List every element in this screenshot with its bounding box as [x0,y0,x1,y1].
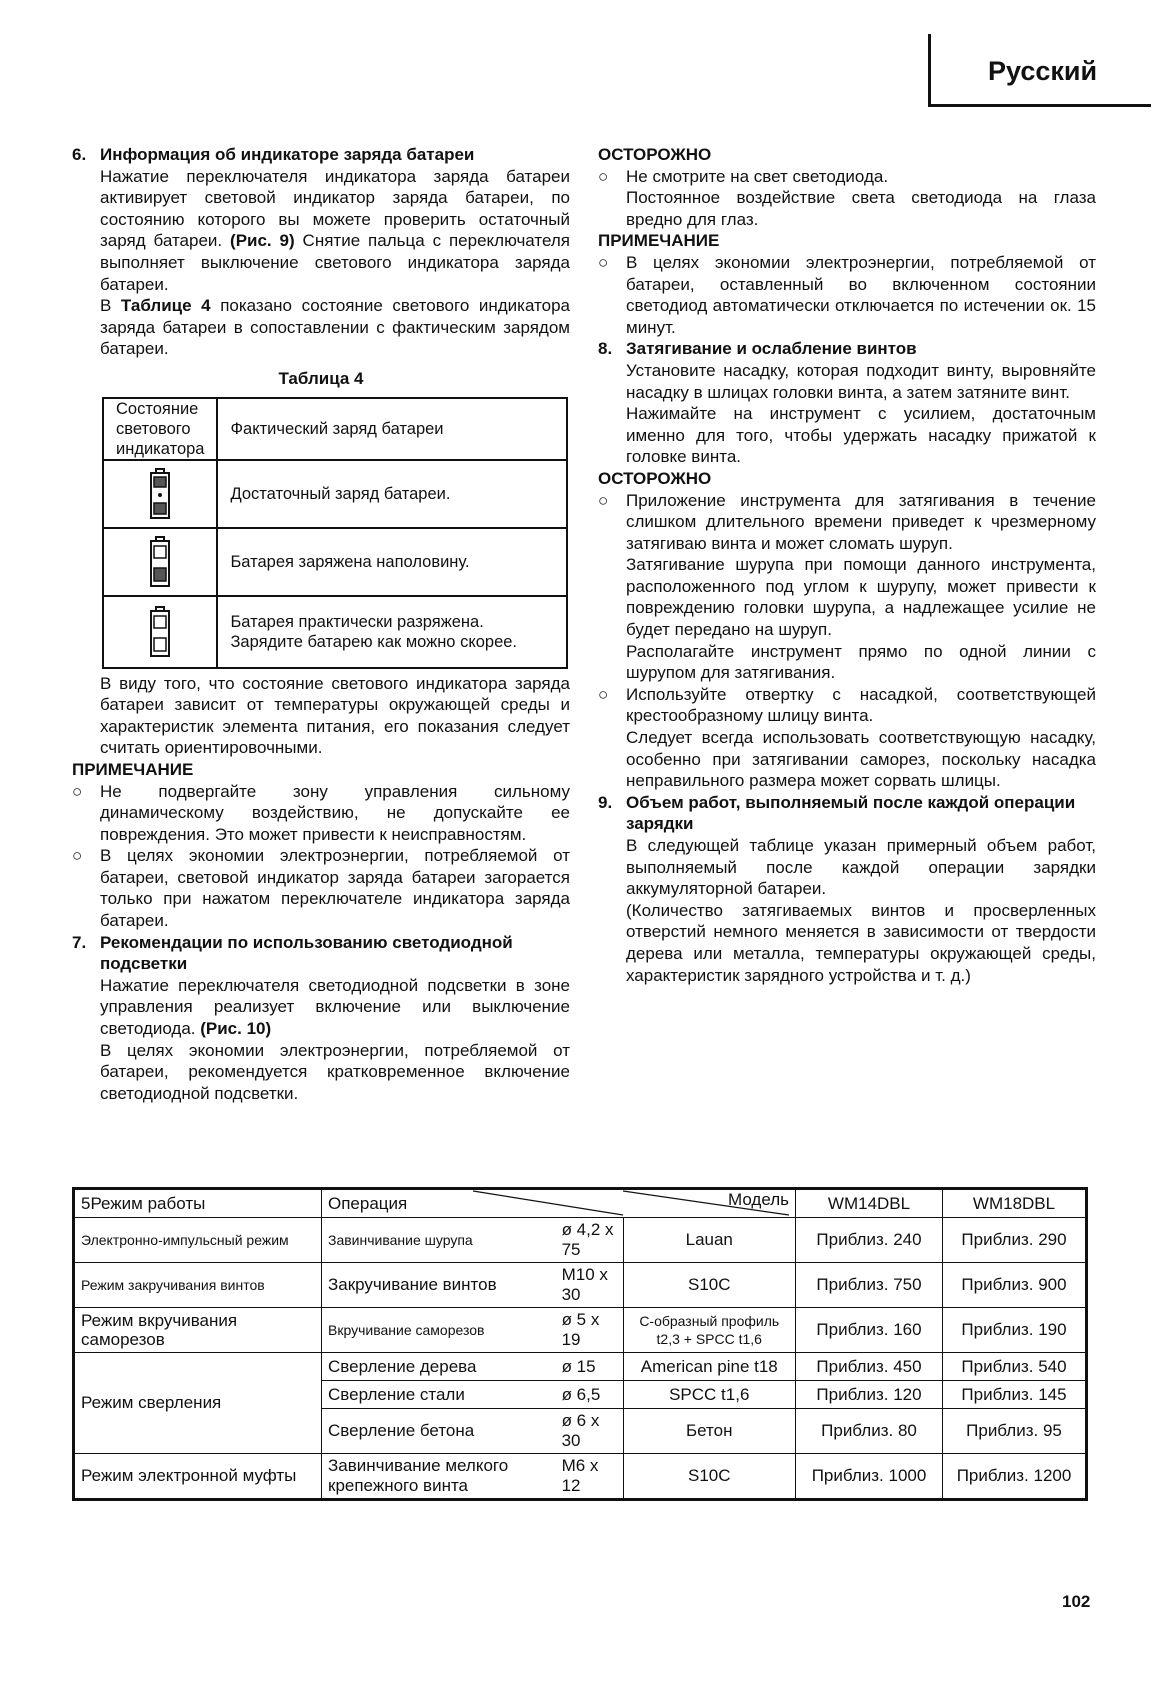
section-number: 6. [72,145,87,164]
caution-title: ОСТОРОЖНО [598,145,712,164]
icon-cell [103,596,217,668]
table-row: Режим закручивания винтов Закручивание винтов M10 x 30 S10C Приблиз. 750 Приблиз. 900 [74,1263,1087,1308]
note-item: ○ Не подвергайте зону управления сильному динамическому воздействию, не допускайте ее повреждения. Это может привести к неисправностям. [72,781,570,844]
table-row: Сверление бетона ø 6 x 30 Бетон Приблиз. 80 Приблиз. 95 [74,1409,1087,1454]
header-cell-wm14dbl: WM14DBL [796,1189,943,1218]
header-cell: Состояние светового индикатора [103,398,217,460]
battery-half-icon [149,536,171,588]
battery-indicator-table [102,397,568,669]
table-row [103,460,567,528]
table-header-row [74,1189,1087,1218]
header-cell-mode: 5Режим работы [74,1189,322,1218]
section-title: Затягивание и ослабление винтов [626,339,917,359]
section-title: Рекомендации по использованию светодиодной подсветки [100,932,513,974]
bullet-circle-icon: ○ [598,490,609,510]
section-9 [598,792,1096,986]
row-text: Батарея заряжена наполовину. [217,528,567,596]
note-title: ПРИМЕЧАНИЕ [72,759,194,779]
left-column [72,144,570,1104]
table-ref: Таблице 4 [120,296,211,316]
table-row: Режим вкручивания саморезов Вкручивание саморезов ø 5 x 19 С-образный профиль t2,3 + SPCC t1,6 Приблиз. 160 Приблиз. 190 [74,1308,1087,1353]
bullet-circle-icon: ○ [72,781,83,801]
paragraph: Установите насадку, которая подходит винту, выровняйте насадку в шлицах головки винта, а затем затяните винт. [626,360,1096,402]
table-4-title: Таблица 4 [278,368,364,388]
header-cell: Фактический заряд батареи [217,398,567,460]
caution-item: ○ Приложение инструмента для затягивания в течение слишком длительного времени приведет к чрезмерному затягиваю винта и может сломать шуруп. Затягивание шурупа при помощи данного инструмента, расположенного под углом к шурупу, может привести к повреждению головки шурупа, а надлежащее усилие не будет передано на шуруп. Располагайте инструмент прямо по одной линии с шурупом для затягивания. [598,490,1096,683]
paragraph: Нажатие переключателя индикатора заряда батареи активирует световой индикатор заряда батареи, по состоянию которого вы можете проверить остаточный заряд батареи. (Рис. 9) Снятие пальца с переключателя выполняет выключение светового индикатора заряда батареи. [100,166,571,294]
section-title: Объем работ, выполняемый после каждой операции зарядки [626,792,1076,834]
table-row [103,596,567,668]
battery-full-icon [149,468,171,520]
section-title: Информация об индикаторе заряда батареи [100,145,475,164]
bullet-circle-icon: ○ [598,684,609,704]
drill-mode-cell: Режим сверления [74,1353,322,1454]
table-header-row [103,398,567,460]
note-item: ○ В целях экономии электроэнергии, потребляемой от батареи, оставленный во включенном состоянии светодиод автоматически отключается по истечении ок. 15 минут. [598,252,1096,337]
caution-item: ○ Используйте отвертку с насадкой, соответствующей крестообразному шлицу винта. Следует всегда использовать соответствующую насадку, особенно при затягивании саморез, поскольку насадка неправильного размера может сорвать шлицы. [598,684,1096,791]
paragraph: Нажимайте на инструмент с усилием, достаточным именно для того, чтобы удержать насадку прижатой к головке винта. [626,404,1096,467]
right-column [598,144,1096,986]
section-7 [72,932,570,1105]
paragraph: (Количество затягиваемых винтов и просверленных отверстий немного меняется в зависимости от твердости дерева или металла, температуры окружающей среды, характеристик зарядного устройства и т. д.) [626,900,1096,985]
section-6 [72,144,570,360]
paragraph: В Таблице 4 показано состояние светового индикатора заряда батареи в сопоставлении с фактическим зарядом батареи. [100,296,571,359]
bullet-circle-icon: ○ [72,846,83,866]
figure-ref: (Рис. 10) [200,1019,272,1039]
work-capacity-table [72,1187,1088,1501]
note-title: ПРИМЕЧАНИЕ [598,231,720,251]
page-number: 102 [1062,1592,1091,1611]
icon-cell [103,528,217,596]
caution-title: ОСТОРОЖНО [598,468,712,488]
section-number: 7. [72,932,87,952]
table-row: Сверление стали ø 6,5 SPCC t1,6 Приблиз. 120 Приблиз. 145 [74,1381,1087,1409]
section-number: 9. [598,792,613,812]
caution-item: ○ Не смотрите на свет светодиода. Постоянное воздействие света светодиода на глаза вредно для глаз. [598,166,1096,229]
battery-empty-icon [149,606,171,658]
row-text: Батарея практически разряжена. Зарядите батарею как можно скорее. [217,596,567,668]
note-item: ○ В целях экономии электроэнергии, потребляемой от батареи, световой индикатор заряда батареи загорается только при нажатом переключателе индикатора заряда батареи. [72,846,570,931]
header-cell-operation: Операция [322,1189,624,1218]
paragraph: Нажатие переключателя светодиодной подсветки в зоне управления реализует включение или выключение светодиода. (Рис. 10) [100,975,570,1039]
section-number: 8. [598,339,613,359]
paragraph: В целях экономии электроэнергии, потребляемой от батареи, рекомендуется кратковременное включение светодиодной подсветки. [100,1040,570,1103]
icon-cell [103,460,217,528]
paragraph: В следующей таблице указан примерный объем работ, выполняемый после каждой операции зарядки аккумуляторной батареи. [626,836,1096,899]
language-label: Русский [988,56,1098,86]
section-8 [598,338,1096,468]
bullet-circle-icon: ○ [598,166,609,186]
diagonal-divider [473,1190,623,1216]
header-cell-model: Модель [623,1189,796,1218]
table-row [103,528,567,596]
row-text: Достаточный заряд батареи. [217,460,567,528]
paragraph: В виду того, что состояние светового индикатора заряда батареи зависит от температуры окружающей среды и характеристик элемента питания, его показания следует считать ориентировочными. [100,673,570,758]
table-row: Электронно-импульсный режим Завинчивание шурупа ø 4,2 x 75 Lauan Приблиз. 240 Приблиз. 290 [74,1218,1087,1263]
header-cell-wm18dbl: WM18DBL [943,1189,1087,1218]
table-row: Режим сверления Сверление дерева ø 15 American pine t18 Приблиз. 450 Приблиз. 540 [74,1353,1087,1381]
table-row: Режим электронной муфты Завинчивание мелкого крепежного винта M6 x 12 S10C Приблиз. 1000 Приблиз. 1200 [74,1454,1087,1500]
bullet-circle-icon: ○ [598,252,609,272]
figure-ref: (Рис. 9) [230,231,295,251]
